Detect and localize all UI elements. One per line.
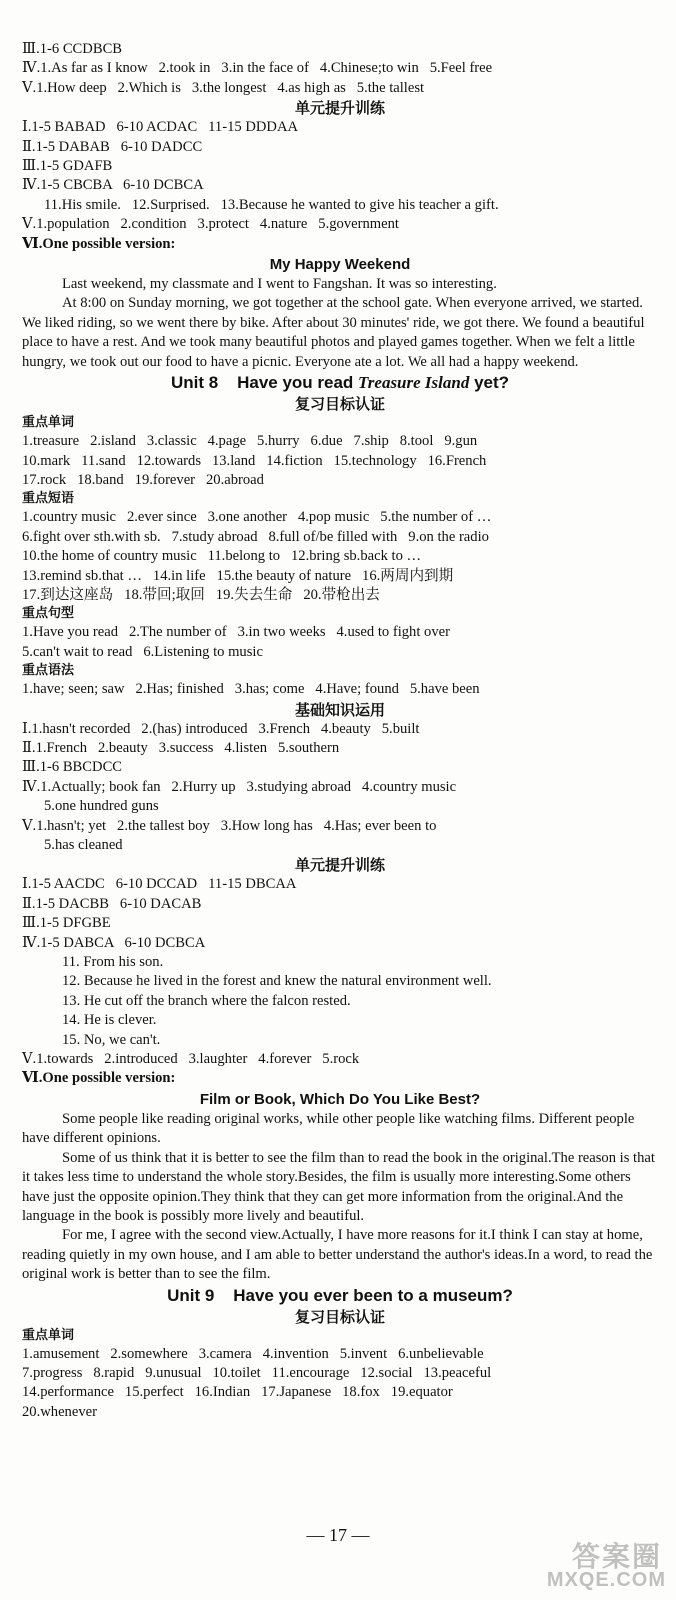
answer-line: 14.performance 15.perfect 16.Indian 17.Japanese 18.fox 19.equator <box>22 1384 453 1401</box>
answer-line: 12. Because he lived in the forest and knew the natural environment well. <box>62 973 492 990</box>
answer-line: Ⅴ.1.How deep 2.Which is 3.the longest 4.as high as 5.the tallest <box>22 79 425 96</box>
answer-line: Ⅰ.1.hasn't recorded 2.(has) introduced 3.French 4.beauty 5.built <box>22 720 420 737</box>
subheading: 复习目标认证 <box>294 1307 385 1326</box>
watermark-logo <box>512 1535 672 1597</box>
answer-line: Ⅳ.1.Actually; book fan 2.Hurry up 3.studying abroad 4.country music <box>22 778 457 795</box>
essay-paragraph: Some of us think that it is better to see the film than to read the book in the original.The reason is that it takes less time to understand the whole story.Besides, the film is usually more interesting.Some others have just the opposite opinion.They think that they can get more information from the original.And the language in the book is possibly more lively and beautiful. <box>22 1149 655 1224</box>
essay-paragraph: Last weekend, my classmate and I went to Fangshan. It was so interesting. <box>62 276 497 293</box>
page-number: — 17 — <box>306 1525 370 1545</box>
answer-line: Ⅱ.1-5 DACBB 6-10 DACAB <box>22 895 202 912</box>
answer-line: Ⅱ.1-5 DABAB 6-10 DADCC <box>22 138 203 155</box>
essay-paragraph: At 8:00 on Sunday morning, we got together at the school gate. When everyone arrived, we started. We liked riding, so we went there by bike. After about 30 minutes' ride, we got there. We found a beautiful place to have a rest. And we took many beautiful photos and played games together. When we felt a little hungry, we took out our food to have a picnic. Everyone ate a lot. We all had a happy weekend. <box>22 295 645 370</box>
answer-line: 6.fight over sth.with sb. 7.study abroad 8.full of/be filled with 9.on the radio <box>22 528 489 545</box>
answer-line: Ⅳ.1-5 DABCA 6-10 DCBCA <box>22 934 206 951</box>
section-label: 重点单词 <box>22 1327 75 1343</box>
answer-line: 11.His smile. 12.Surprised. 13.Because he wanted to give his teacher a gift. <box>44 196 499 213</box>
section-label: 重点单词 <box>22 415 75 431</box>
answer-line: 1.amusement 2.somewhere 3.camera 4.invention 5.invent 6.unbelievable <box>22 1345 484 1362</box>
unit-title-text: Unit 9 Have you ever been to a museum? <box>167 1285 513 1305</box>
answer-line: Ⅲ.1-5 DFGBE <box>22 915 111 932</box>
answer-line: 5.has cleaned <box>44 837 123 853</box>
answer-line: Ⅰ.1-5 BABAD 6-10 ACDAC 11-15 DDDAA <box>22 119 299 136</box>
answer-line: 13. He cut off the branch where the falcon rested. <box>62 992 351 1009</box>
answer-line: Ⅰ.1-5 AACDC 6-10 DCCAD 11-15 DBCAA <box>22 876 297 893</box>
part-label: Ⅵ.One possible version: <box>22 1070 176 1087</box>
answer-line: 13.remind sb.that … 14.in life 15.the beauty of nature 16.两周内到期 <box>22 567 454 584</box>
unit-title <box>22 372 658 394</box>
answer-line: 17.rock 18.band 19.forever 20.abroad <box>22 471 264 488</box>
answer-line: 14. He is clever. <box>62 1012 157 1029</box>
answer-line: 1.country music 2.ever since 3.one another 4.pop music 5.the number of … <box>22 509 492 526</box>
subheading: 单元提升训练 <box>294 856 385 875</box>
subheading: 单元提升训练 <box>294 99 385 118</box>
answer-line: 5.one hundred guns <box>44 798 159 815</box>
unit-title <box>22 1285 658 1307</box>
answer-line: 5.can't wait to read 6.Listening to music <box>22 643 263 660</box>
watermark-url: MXQE.COM <box>546 1569 666 1591</box>
answer-line: 1.treasure 2.island 3.classic 4.page 5.hurry 6.due 7.ship 8.tool 9.gun <box>22 433 478 450</box>
essay-title: My Happy Weekend <box>269 256 411 274</box>
unit-title-italic: Treasure Island <box>358 373 470 393</box>
answer-line: 10.mark 11.sand 12.towards 13.land 14.fiction 15.technology 16.French <box>22 452 487 469</box>
answer-key-page <box>22 40 658 1422</box>
section-label: 重点句型 <box>22 606 75 622</box>
answer-line: 7.progress 8.rapid 9.unusual 10.toilet 11.encourage 12.social 13.peaceful <box>22 1364 492 1381</box>
answer-line: Ⅱ.1.French 2.beauty 3.success 4.listen 5.southern <box>22 739 340 756</box>
essay-paragraph: Some people like reading original works, while other people like watching films. Different people have different opinions. <box>22 1110 635 1147</box>
answer-line: 1.have; seen; saw 2.Has; finished 3.has; come 4.Have; found 5.have been <box>22 681 480 698</box>
essay-paragraph: For me, I agree with the second view.Actually, I have more reasons for it.I think I can stay at home, reading quietly in my own house, and I am able to better understand the author's ideas.In a word, to read the original work is better than to see the film. <box>22 1227 653 1283</box>
section-label: 重点短语 <box>22 491 75 507</box>
section-label: 重点语法 <box>22 663 75 679</box>
subheading: 复习目标认证 <box>294 395 385 414</box>
answer-line: Ⅴ.1.population 2.condition 3.protect 4.nature 5.government <box>22 216 399 233</box>
answer-line: Ⅲ.1-6 CCDBCB <box>22 41 123 57</box>
answer-line: Ⅴ.1.towards 2.introduced 3.laughter 4.forever 5.rock <box>22 1051 360 1068</box>
answer-line: Ⅲ.1-6 BBCDCC <box>22 759 123 776</box>
answer-line: 1.Have you read 2.The number of 3.in two weeks 4.used to fight over <box>22 624 450 641</box>
answer-line: Ⅳ.1-5 CBCBA 6-10 DCBCA <box>22 177 204 194</box>
essay-title: Film or Book, Which Do You Like Best? <box>199 1090 481 1108</box>
watermark-chinese-text: 答案圈 <box>571 1540 662 1573</box>
answer-line: 17.到达这座岛 18.带回;取回 19.失去生命 20.带枪出去 <box>22 586 380 603</box>
unit-title-text: Unit 8 Have you read <box>170 373 359 393</box>
answer-line: Ⅴ.1.hasn't; yet 2.the tallest boy 3.How long has 4.Has; ever been to <box>22 817 437 834</box>
part-label: Ⅵ.One possible version: <box>22 235 176 252</box>
answer-line: 10.the home of country music 11.belong to 12.bring sb.back to … <box>22 548 422 565</box>
unit-title-suffix: yet? <box>469 373 510 393</box>
answer-line: Ⅲ.1-5 GDAFB <box>22 158 113 175</box>
answer-line: Ⅳ.1.As far as I know 2.took in 3.in the face of 4.Chinese;to win 5.Feel free <box>22 60 493 77</box>
answer-line: 15. No, we can't. <box>62 1031 161 1048</box>
answer-line: 11. From his son. <box>62 954 164 971</box>
subheading: 基础知识运用 <box>294 700 385 719</box>
answer-line: 20.whenever <box>22 1403 97 1420</box>
